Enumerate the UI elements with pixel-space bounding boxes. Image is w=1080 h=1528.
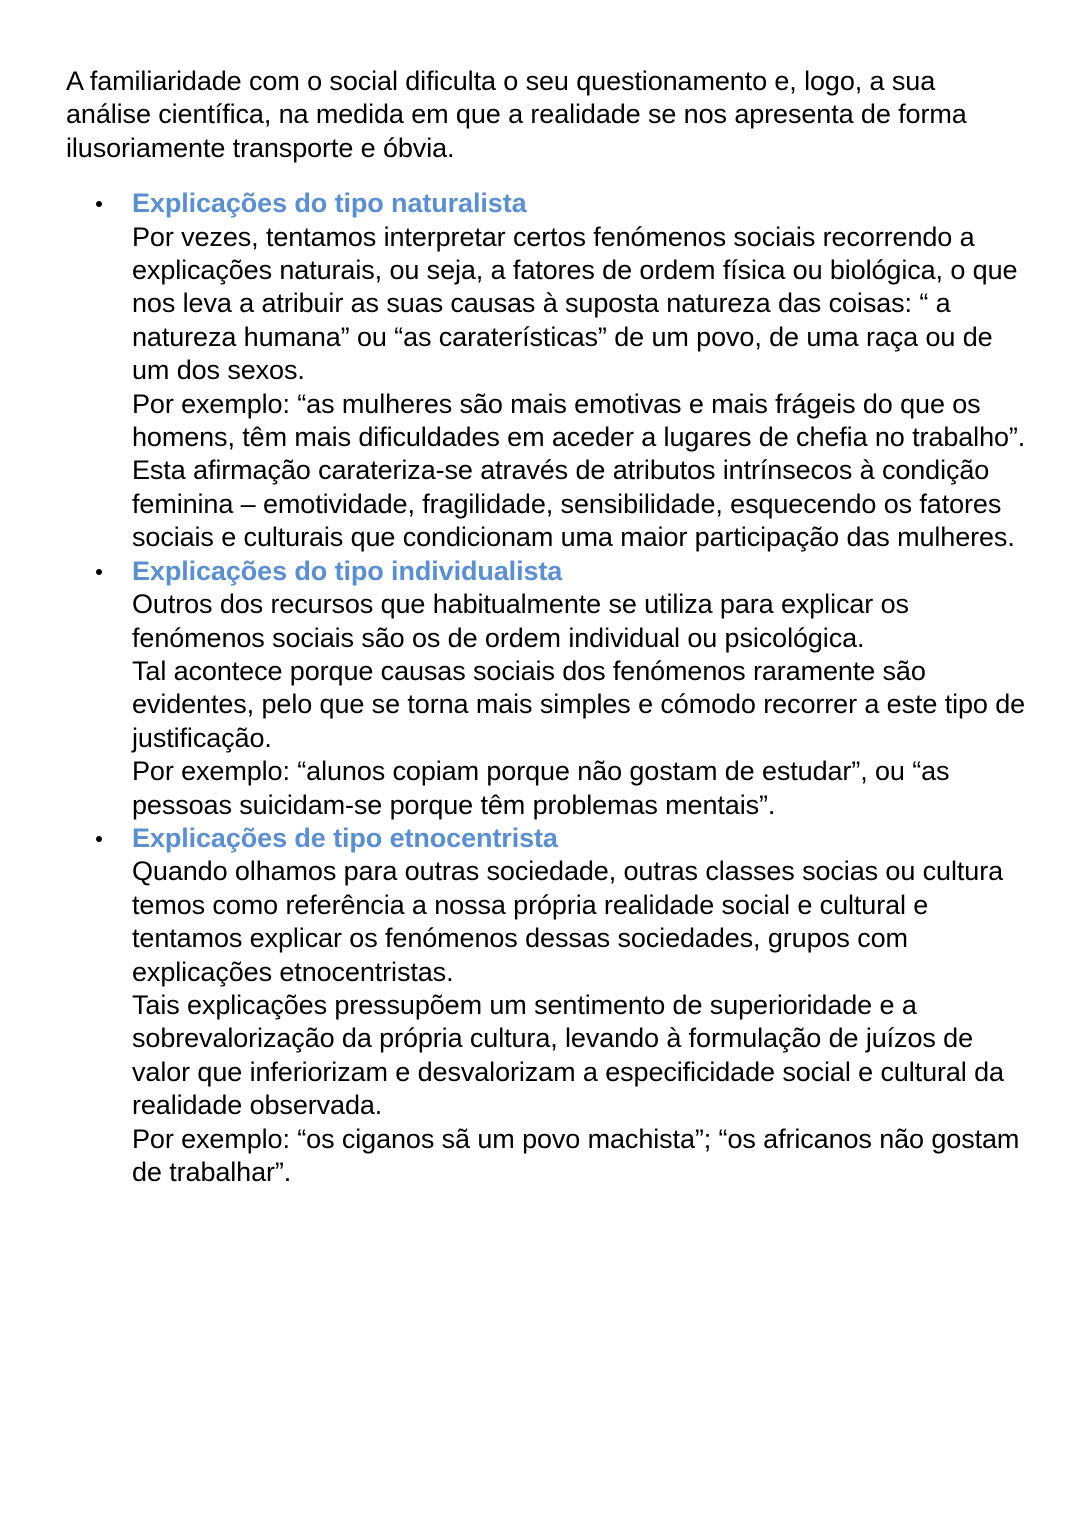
bullet-icon bbox=[96, 836, 102, 842]
document-page bbox=[66, 65, 1026, 1189]
section-paragraph: Por exemplo: “as mulheres são mais emotivas e mais frágeis do que os homens, têm mais dificuldades em aceder a lugares de chefia no trabalho”. Esta afirmação carateriza-se através de atributos intrínsecos à condição feminina – emotividade, fragilidade, sensibilidade, esquecendo os fatores sociais e culturais que condicionam uma maior participação das mulheres. bbox=[132, 388, 1026, 553]
list-item-naturalista bbox=[66, 187, 1026, 554]
list-item-individualista bbox=[66, 555, 1026, 822]
section-paragraph: Por vezes, tentamos interpretar certos fenómenos sociais recorrendo a explicações naturais, ou seja, a fatores de ordem física ou biológica, o que nos leva a atribuir as suas causas à suposta natureza das coisas: “ a natureza humana” ou “as caraterísticas” de um povo, de uma raça ou de um dos sexos. bbox=[132, 221, 1018, 386]
bullet-icon bbox=[96, 201, 102, 207]
section-paragraph: Tal acontece porque causas sociais dos fenómenos raramente são evidentes, pelo que se torna mais simples e cómodo recorrer a este tipo de justificação. bbox=[132, 655, 1026, 753]
section-heading: Explicações do tipo individualista bbox=[132, 555, 563, 586]
section-paragraph: Tais explicações pressupõem um sentimento de superioridade e a sobrevalorização da própria cultura, levando à formulação de juízos de valor que inferiorizam e desvalorizam a especificidade social e cultural da realidade observada. bbox=[132, 989, 1004, 1121]
explanations-list bbox=[66, 187, 1026, 1189]
section-paragraph: Por exemplo: “os ciganos sã um povo machista”; “os africanos não gostam de trabalhar”. bbox=[132, 1123, 1020, 1187]
intro-paragraph: A familiaridade com o social dificulta o seu questionamento e, logo, a sua análise científica, na medida em que a realidade se nos apresenta de forma ilusoriamente transporte e óbvia. bbox=[66, 66, 967, 163]
bullet-icon bbox=[96, 569, 102, 575]
section-heading: Explicações do tipo naturalista bbox=[132, 188, 527, 219]
section-paragraph: Quando olhamos para outras sociedade, outras classes socias ou cultura temos como referência a nossa própria realidade social e cultural e tentamos explicar os fenómenos dessas sociedades, grupos com explicações etnocentristas. bbox=[132, 856, 1004, 987]
list-item-etnocentrista bbox=[66, 822, 1026, 1189]
section-paragraph: Por exemplo: “alunos copiam porque não gostam de estudar”, ou “as pessoas suicidam-se porque têm problemas mentais”. bbox=[132, 756, 950, 820]
section-heading: Explicações de tipo etnocentrista bbox=[132, 822, 558, 853]
section-paragraph: Outros dos recursos que habitualmente se utiliza para explicar os fenómenos sociais são os de ordem individual ou psicológica. bbox=[132, 589, 909, 653]
